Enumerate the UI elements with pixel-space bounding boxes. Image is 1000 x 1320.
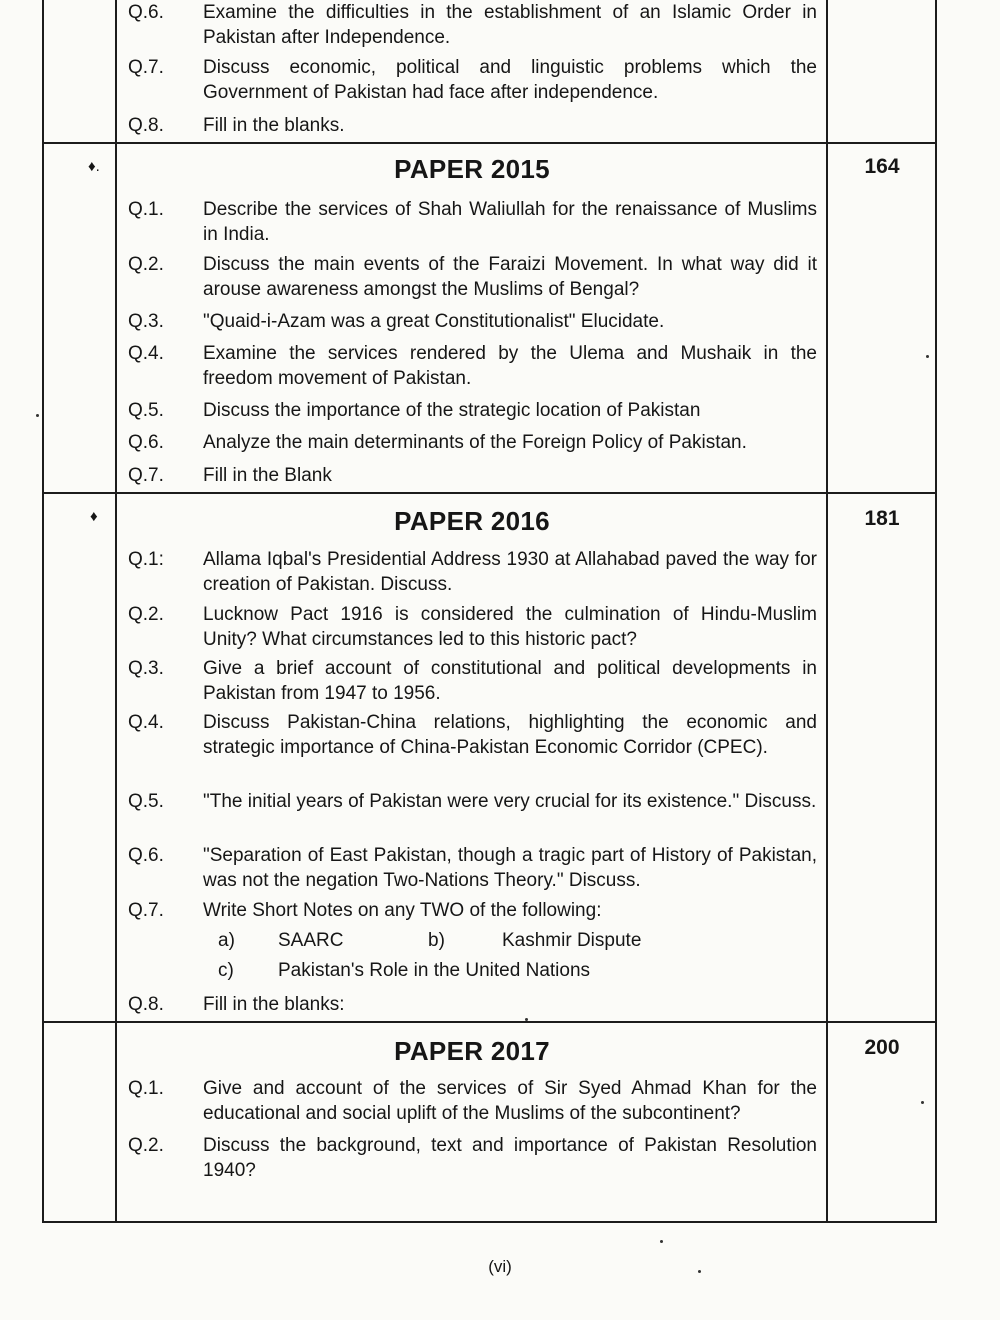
question-text: "Quaid-i-Azam was a great Constitutionalist" Elucidate. [203, 311, 665, 332]
question-number: Q.6. [128, 845, 164, 866]
question-text: Describe the services of Shah Waliullah for the renaissance of Muslims in India. [203, 199, 817, 245]
option-label: b) [428, 930, 445, 951]
question-text: Discuss the background, text and importance of Pakistan Resolution 1940? [203, 1135, 817, 1181]
option-text: Kashmir Dispute [502, 930, 642, 951]
question-text: Give a brief account of constitutional and political developments in Pakistan from 1947 to 1956. [203, 658, 817, 704]
question-text: Give and account of the services of Sir Syed Ahmad Khan for the educational and social uplift of the Muslims of the subcontinent? [203, 1078, 817, 1124]
section-marker: ♦ [90, 508, 98, 525]
question-number: Q.5. [128, 400, 164, 421]
question-number: Q.8. [128, 115, 164, 136]
question-text: Fill in the blanks: [203, 994, 345, 1015]
question-number: Q.7. [128, 57, 164, 78]
question-number: Q.1. [128, 1078, 164, 1099]
question-number: Q.6. [128, 2, 164, 23]
page-number: 181 [864, 507, 900, 530]
question-text: "The initial years of Pakistan were very crucial for its existence." Discuss. [203, 791, 817, 812]
question-number: Q.4. [128, 343, 164, 364]
question-number: Q.2. [128, 604, 164, 625]
question-number: Q.3. [128, 311, 164, 332]
scan-speck [698, 1270, 701, 1273]
scan-speck [921, 1101, 924, 1104]
question-number: Q.8. [128, 994, 164, 1015]
question-text: Analyze the main determinants of the Foreign Policy of Pakistan. [203, 432, 747, 453]
option-text: SAARC [278, 930, 344, 951]
question-number: Q.4. [128, 712, 164, 733]
question-number: Q.3. [128, 658, 164, 679]
paper-title: PAPER 2017 [394, 1036, 550, 1066]
question-number: Q.2. [128, 254, 164, 275]
paper-title: PAPER 2015 [394, 154, 550, 184]
row-divider [42, 492, 937, 494]
question-number: Q.1. [128, 199, 164, 220]
question-text: Discuss Pakistan-China relations, highlighting the economic and strategic importance of China-Pakistan Economic Corridor (CPEC). [203, 712, 817, 758]
question-text: Examine the services rendered by the Ulema and Mushaik in the freedom movement of Pakistan. [203, 343, 817, 389]
page-number: 164 [864, 155, 900, 178]
question-text: Allama Iqbal's Presidential Address 1930 at Allahabad paved the way for creation of Pakistan. Discuss. [203, 549, 817, 595]
question-text: Examine the difficulties in the establishment of an Islamic Order in Pakistan after Independence. [203, 2, 817, 48]
question-text: Fill in the Blank [203, 465, 332, 486]
option-text: Pakistan's Role in the United Nations [278, 960, 591, 981]
question-text: Lucknow Pact 1916 is considered the culmination of Hindu-Muslim Unity? What circumstances led to this historic pact? [203, 604, 817, 650]
question-number: Q.7. [128, 465, 164, 486]
page-footer-number: (vi) [488, 1257, 512, 1276]
scan-speck [525, 1018, 528, 1021]
question-text: Discuss the main events of the Faraizi Movement. In what way did it arouse awareness amongst the Muslims of Bengal? [203, 254, 817, 300]
option-label: c) [218, 960, 234, 981]
paper-title: PAPER 2016 [394, 506, 550, 536]
row-divider [42, 142, 937, 144]
page-number: 200 [864, 1036, 900, 1059]
question-number: Q.1: [128, 549, 164, 570]
question-number: Q.2. [128, 1135, 164, 1156]
question-number: Q.5. [128, 791, 164, 812]
scan-speck [660, 1240, 663, 1243]
scan-speck [36, 414, 39, 417]
section-marker: ♦. [88, 158, 100, 175]
question-text: Fill in the blanks. [203, 115, 345, 136]
question-text: Discuss economic, political and linguistic problems which the Government of Pakistan had face after independence. [203, 57, 817, 103]
scan-speck [926, 355, 929, 358]
option-label: a) [218, 930, 235, 951]
question-number: Q.7. [128, 900, 164, 921]
question-text: "Separation of East Pakistan, though a tragic part of History of Pakistan, was not the negation Two-Nations Theory." Discuss. [203, 845, 817, 891]
question-number: Q.6. [128, 432, 164, 453]
question-text: Write Short Notes on any TWO of the following: [203, 900, 602, 921]
question-text: Discuss the importance of the strategic location of Pakistan [203, 400, 701, 421]
row-divider [42, 1021, 937, 1023]
